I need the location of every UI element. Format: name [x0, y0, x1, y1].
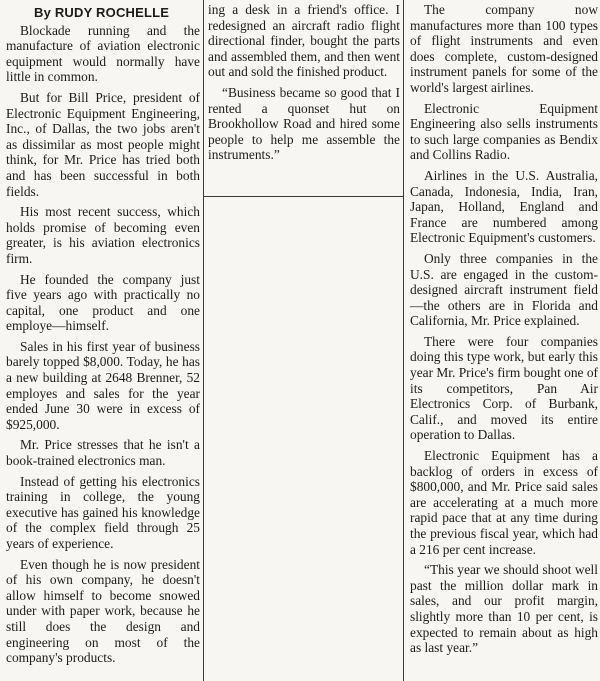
paragraph: Mr. Price stresses that he isn't a book-trained electronics man.	[6, 437, 200, 469]
paragraph: But for Bill Price, president of Electronic Equipment Engineering, Inc., of Dallas, the two jobs aren't as dissimilar as most people might think, for Mr. Price has tried both and has been successful in both fields.	[6, 89, 200, 199]
article-column-3	[410, 2, 598, 661]
article-column-2	[208, 2, 400, 168]
paragraph: Only three companies in the U.S. are engaged in the custom-designed aircraft instrument field—the others are in Florida and California, Mr. Price explained.	[410, 250, 598, 329]
column-rule-right	[403, 0, 404, 681]
column-rule-left	[203, 0, 204, 681]
paragraph: The company now manufactures more than 100 types of flight instruments and even does complete, custom-designed instrument panels for some of the world's largest airlines.	[410, 2, 598, 95]
continued-paragraph: ing a desk in a friend's office. I redesigned an aircraft radio flight directional finder, bought the parts and assembled them, and then went out and sold the finished product.	[208, 2, 400, 80]
column-end-rule	[204, 196, 403, 197]
paragraph: Electronic Equipment has a backlog of orders in excess of $800,000, and Mr. Price said sales are accelerating at a much more rapid pace that at any time during the previous fiscal year, which had a 216 per cent increase.	[410, 448, 598, 557]
paragraph: “This year we should shoot well past the million dollar mark in sales, and our profit margin, slightly more than 10 per cent, is expected to remain about as high as last year.”	[410, 562, 598, 656]
paragraph: His most recent success, which holds promise of becoming even greater, is his aviation electronics firm.	[6, 204, 200, 266]
byline: By RUDY ROCHELLE	[34, 5, 170, 20]
paragraph: Even though he is now president of his own company, he doesn't allow himself to become snowed under with paper work, because he still does the design and engineering on most of the company's products.	[6, 556, 200, 666]
paragraph: He founded the company just five years ago with practically no capital, one product and one employe—himself.	[6, 271, 200, 334]
paragraph: Blockade running and the manufacture of aviation electronic equipment would normally have little in common.	[6, 22, 200, 85]
paragraph: Electronic Equipment Engineering also sells instruments to such large companies as Bendix and Collins Radio.	[410, 100, 598, 163]
paragraph: There were four companies doing this type work, but early this year Mr. Price's firm bought one of its competitors, Pan Air Electronics Corp. of Burbank, Calif., and moved its entire operation to Dallas.	[410, 333, 598, 443]
paragraph: Instead of getting his electronics training in college, the young executive has gained his knowledge of the complex field through 25 years of experience.	[6, 473, 200, 551]
paragraph: Sales in his first year of business barely topped $8,000. Today, he has a new building at 2648 Brenner, 52 employes and sales for the year ended June 30 were in excess of $925,000.	[6, 338, 200, 432]
paragraph: “Business became so good that I rented a quonset hut on Brookhollow Road and hired some people to help me assemble the instruments.”	[208, 84, 400, 163]
article-column-1	[6, 2, 200, 671]
paragraph: Airlines in the U.S. Australia, Canada, Indonesia, India, Iran, Japan, Holland, England and France are numbered among Electronic Equipment's customers.	[410, 167, 598, 246]
